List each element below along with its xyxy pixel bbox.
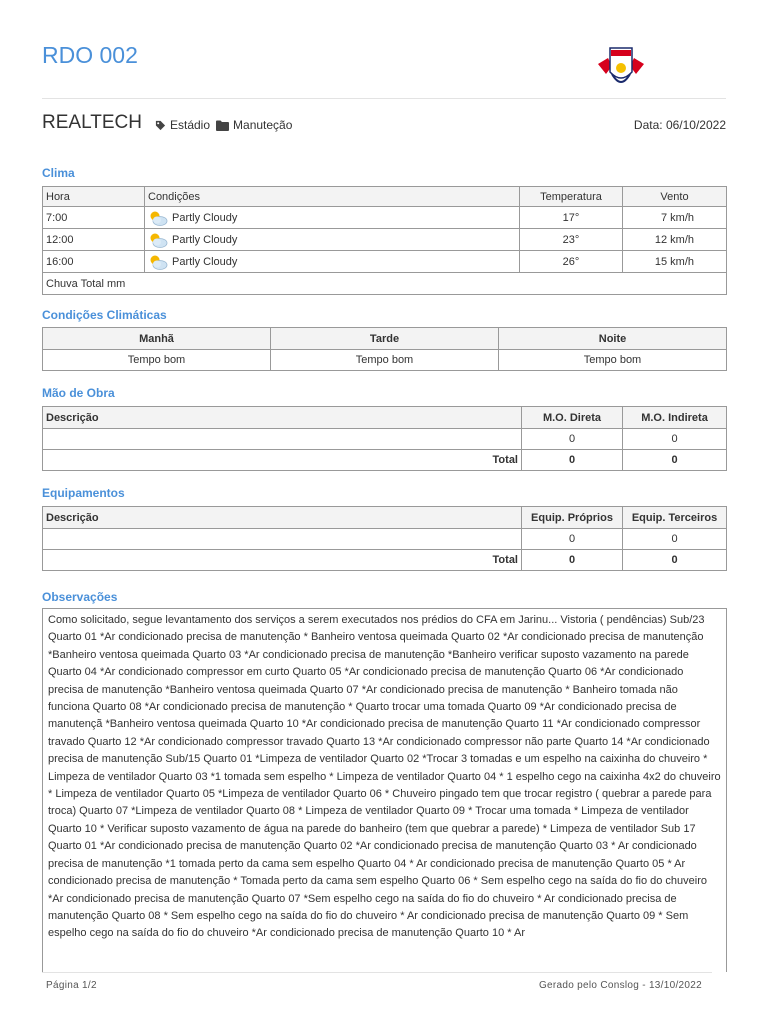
cell-manha: Tempo bom (43, 350, 271, 371)
climate-header-row (43, 328, 727, 350)
condition-label: Partly Cloudy (172, 255, 238, 268)
cell-temperatura: 26° (520, 251, 623, 273)
cell-temperatura: 23° (520, 229, 623, 251)
condition-label: Partly Cloudy (172, 233, 238, 246)
col-mo-direta: M.O. Direta (522, 407, 623, 429)
section-title-mao-de-obra: Mão de Obra (42, 386, 115, 400)
total-equip-terceiros: 0 (623, 550, 727, 571)
partly-cloudy-icon (148, 253, 168, 271)
cell-hora: 16:00 (43, 251, 145, 273)
table-row (43, 529, 727, 550)
col-tarde: Tarde (271, 328, 499, 350)
cell-mo-direta: 0 (522, 429, 623, 450)
date-value: 06/10/2022 (665, 118, 726, 132)
col-equip-proprios: Equip. Próprios (522, 507, 623, 529)
date-label: Data: (633, 118, 663, 132)
table-row (43, 229, 727, 251)
table-row (43, 429, 727, 450)
cell-equip-proprios: 0 (522, 529, 623, 550)
header-divider (42, 98, 726, 99)
col-hora: Hora (43, 187, 145, 207)
red-bull-bragantino-logo (596, 44, 646, 92)
col-descricao: Descrição (43, 407, 522, 429)
table-row-total (43, 450, 727, 471)
cell-vento: 12 km/h (623, 229, 727, 251)
col-mo-indireta: M.O. Indireta (623, 407, 727, 429)
cell-condicao (145, 251, 520, 273)
footer-divider (42, 972, 712, 973)
project-tags (155, 118, 298, 132)
total-label: Total (43, 550, 522, 571)
total-equip-proprios: 0 (522, 550, 623, 571)
cell-descricao (43, 429, 522, 450)
col-vento: Vento (623, 187, 727, 207)
observations-text: Como solicitado, segue levantamento dos serviços a serem executados nos prédios do CFA em Jarinu... Vistoria ( pendências) Sub/23 Quarto 01 *Ar condicionado precisa de manutenção * Banheiro ventosa queimada Quarto 02 *Ar condicionado precisa de manutenção *Banheiro ventosa queimada Quarto 03 *Ar condicionado precisa de manutenção *Banheiro verificar suposto vazamento na parede Quarto 04 *Ar condicionado compressor em curto Quarto 05 *Ar condicionado precisa de manutenção Quarto 06 *Ar condicionado precisa de manutenção *Banheiro ventosa queimada Quarto 07 *Ar condicionado precisa de manutenção * Banheiro tomada não funciona Quarto 08 *Ar condicionado precisa de manutenção * Quarto trocar uma tomada Quarto 09 *Ar condicionado precisa de manutençã *Banheiro ventosa queimada Quarto 10 *Ar condicionado precisa de manutenção Quarto 11 *Ar condicionado compressor travado Quarto 12 *Ar condicionado compressor travado Quarto 13 *Ar condicionado compressor não parte Quarto 14 *Ar condicionado precisa de manutenção Sub/15 Quarto 01 *Limpeza de ventilador Quarto 02 *Trocar 3 tomadas e um espelho na caixinha do chuveiro * Limpeza de ventilador Quarto 03 *1 tomada sem espelho * Limpeza de ventilador Quarto 04 * 1 espelho cego na caixinha 4x2 do chuveiro * Limpeza de ventilador Quarto 05 *Limpeza de ventilador Quarto 06 * Chuveiro pingado tem que trocar registro ( quebrar a parede para troca) Quarto 07 *Limpeza de ventilador Quarto 08 * Limpeza de ventilador Quarto 09 * Trocar uma tomada * Limpeza de ventilador Quarto 10 * Verificar suposto vazamento de água na parede do banheiro (tem que quebrar a parede) * Limpeza de ventilador Sub 17 Quarto 01 *Ar condicionado precisa de manutenção Quarto 02 *Ar condicionado precisa de manutenção Quarto 03 * Ar condicionado precisa de manutenção *1 tomada perto da cama sem espelho Quarto 04 * Ar condicionado precisa de manutenção Quarto 05 * Ar condicionado precisa de manutenção * Tomada perto da cama sem espelho Quarto 06 * Sem espelho cego na saída do fio do chuveiro *Ar condicionado precisa de manutenção Quarto 07 *Sem espelho cego na saída do fio do chuveiro * Ar condicionado precisa de manutenção Quarto 08 * Sem espelho cego na saída do fio do chuveiro * Ar condicionado precisa de manutenção Quarto 09 * Sem espelho cego na saída do fio do chuveiro *Ar condicionado precisa de manutenção Quarto 10 * Ar (42, 608, 727, 972)
table-row (43, 207, 727, 229)
section-title-observacoes: Observações (42, 590, 118, 604)
cell-condicao (145, 207, 520, 229)
col-descricao: Descrição (43, 507, 522, 529)
generated-by: Gerado pelo Conslog - 13/10/2022 (538, 980, 702, 991)
col-noite: Noite (499, 328, 727, 350)
cell-hora: 12:00 (43, 229, 145, 251)
labor-table (42, 406, 727, 471)
tag-label: Manuteção (233, 118, 293, 132)
page-title: RDO 002 (42, 42, 138, 68)
table-row (43, 350, 727, 371)
table-row (43, 251, 727, 273)
total-mo-indireta: 0 (623, 450, 727, 471)
equipment-header-row (43, 507, 727, 529)
report-date (634, 118, 726, 132)
cell-equip-terceiros: 0 (623, 529, 727, 550)
cell-mo-indireta: 0 (623, 429, 727, 450)
cell-noite: Tempo bom (499, 350, 727, 371)
col-equip-terceiros: Equip. Terceiros (623, 507, 727, 529)
tag-manutencao (216, 118, 292, 132)
partly-cloudy-icon (148, 209, 168, 227)
tag-icon (155, 120, 166, 131)
cell-vento: 15 km/h (623, 251, 727, 273)
section-title-equipamentos: Equipamentos (42, 486, 125, 500)
folder-icon (216, 120, 229, 131)
weather-table (42, 186, 727, 295)
table-row-total (43, 550, 727, 571)
cell-chuva-total: Chuva Total mm (43, 273, 727, 295)
partly-cloudy-icon (148, 231, 168, 249)
cell-temperatura: 17° (520, 207, 623, 229)
page-number: Página 1/2 (46, 980, 97, 991)
col-condicoes: Condições (145, 187, 520, 207)
col-manha: Manhã (43, 328, 271, 350)
cell-descricao (43, 529, 522, 550)
section-title-condicoes: Condições Climáticas (42, 308, 167, 322)
total-label: Total (43, 450, 522, 471)
tag-label: Estádio (170, 118, 211, 132)
equipment-table (42, 506, 727, 571)
labor-header-row (43, 407, 727, 429)
company-name: REALTECH (42, 112, 142, 133)
total-mo-direta: 0 (522, 450, 623, 471)
col-temperatura: Temperatura (520, 187, 623, 207)
tag-estadio (155, 118, 210, 132)
condition-label: Partly Cloudy (172, 211, 238, 224)
section-title-clima: Clima (42, 166, 75, 180)
cell-tarde: Tempo bom (271, 350, 499, 371)
cell-hora: 7:00 (43, 207, 145, 229)
cell-vento: 7 km/h (623, 207, 727, 229)
table-row-chuva (43, 273, 727, 295)
climate-conditions-table (42, 327, 727, 371)
weather-header-row (43, 187, 727, 207)
cell-condicao (145, 229, 520, 251)
